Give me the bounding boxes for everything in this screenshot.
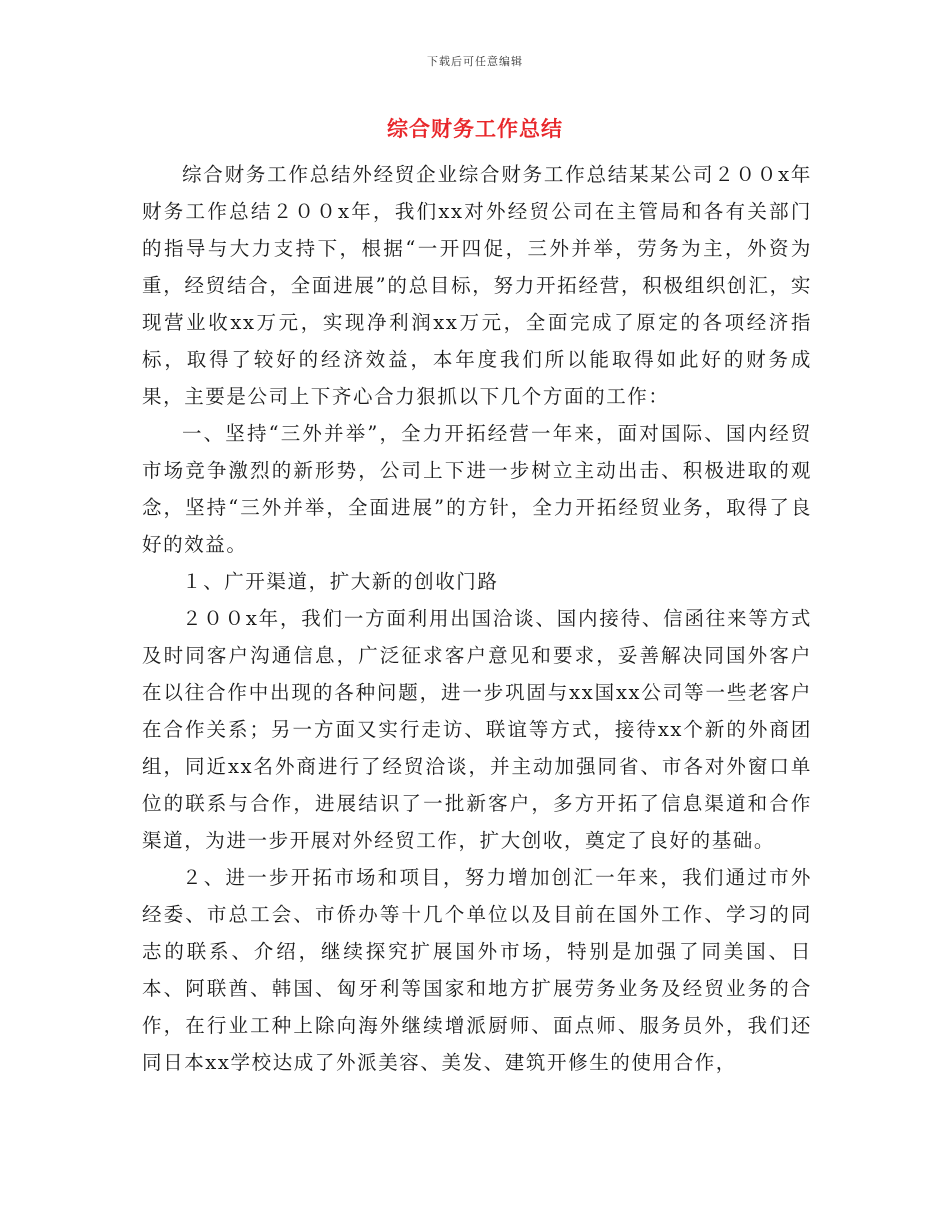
document-title: 综合财务工作总结 [387,116,563,141]
document-body [142,156,812,1081]
paragraph-subsection-1: ２００x年，我们一方面利用出国洽谈、国内接待、信函往来等方式及时同客户沟通信息，广泛征求客户意见和要求，妥善解决同国外客户在以往合作中出现的各种问题，进一步巩固与xx国xx公司等一些老客户在合作关系；另一方面又实行走访、联谊等方式，接待xx个新的外商团组，同近xx名外商进行了经贸洽谈，并主动加强同省、市各对外窗口单位的联系与合作，进展结识了一批新客户，多方开拓了信息渠道和合作渠道，为进一步开展对外经贸工作，扩大创收，奠定了良好的基础。 [142,607,812,852]
paragraph-section-1: 一、坚持“三外并举”，全力开拓经营一年来，面对国际、国内经贸市场竞争激烈的新形势，公司上下进一步树立主动出击、积极进取的观念，坚持“三外并举，全面进展”的方针，全力开拓经贸业务，取得了良好的效益。 [142,422,812,556]
paragraph-subheading-1: １、广开渠道，扩大新的创收门路 [182,570,499,593]
paragraph-intro: 综合财务工作总结外经贸企业综合财务工作总结某某公司２００x年财务工作总结２００x年，我们xx对外经贸公司在主管局和各有关部门的指导与大力支持下，根据“一开四促，三外并举，劳务为主，外资为重，经贸结合，全面进展”的总目标，努力开拓经营，积极组织创汇，实现营业收xx万元，实现净利润xx万元，全面完成了原定的各项经济指标，取得了较好的经济效益，本年度我们所以能取得如此好的财务成果，主要是公司上下齐心合力狠抓以下几个方面的工作： [142,163,812,408]
header-note: 下载后可任意编辑 [427,55,523,68]
paragraph-subsection-2: ２、进一步开拓市场和项目，努力增加创汇一年来，我们通过市外经委、市总工会、市侨办等十几个单位以及目前在国外工作、学习的同志的联系、介绍，继续探究扩展国外市场，特别是加强了同美国、日本、阿联酋、韩国、匈牙利等国家和地方扩展劳务业务及经贸业务的合作，在行业工种上除向海外继续增派厨师、面点师、服务员外，我们还同日本xx学校达成了外派美容、美发、建筑开修生的使用合作， [142,866,812,1074]
